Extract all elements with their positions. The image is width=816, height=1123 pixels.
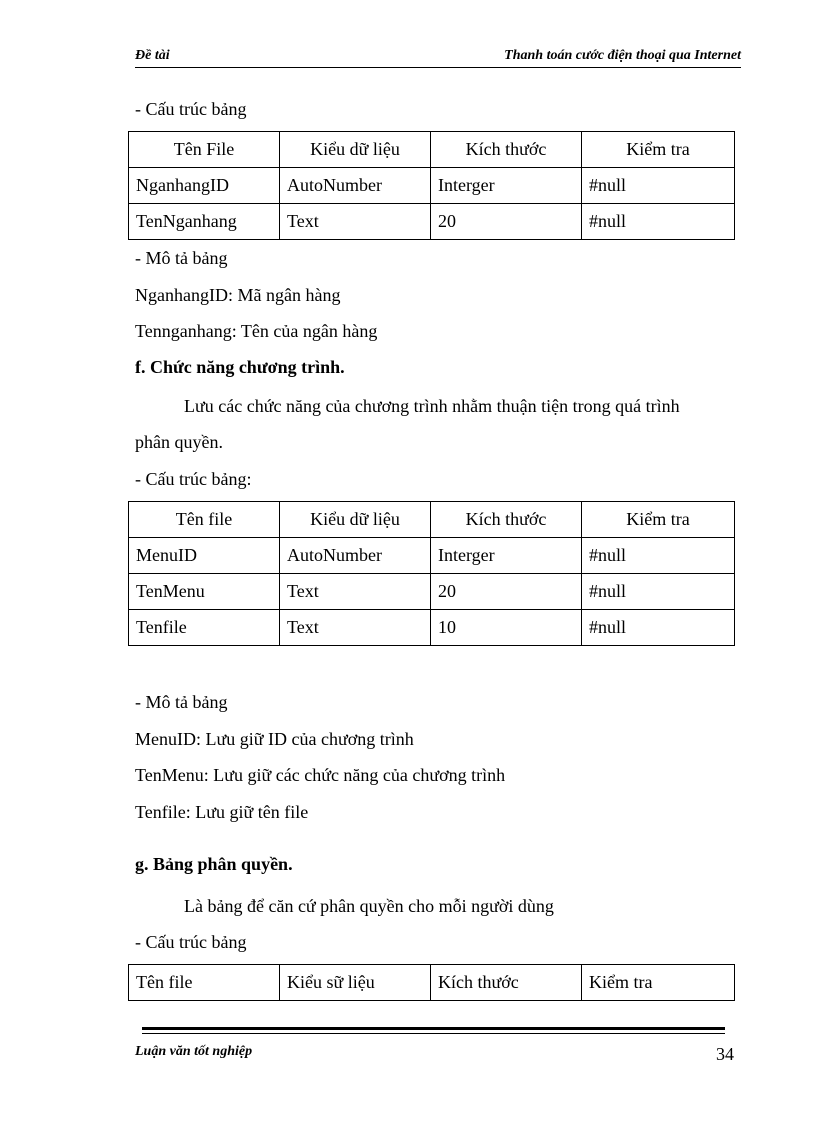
table-cell: Text <box>280 204 431 240</box>
table-header-row <box>129 502 735 538</box>
menu-table <box>128 501 735 646</box>
table-row <box>129 538 735 574</box>
footer-left: Luận văn tốt nghiệp <box>135 1044 253 1059</box>
bank-table <box>128 131 735 240</box>
desc-line: Tenfile: Lưu giữ tên file <box>135 802 309 822</box>
table-cell: Text <box>280 610 431 646</box>
table-header-cell: Tên file <box>129 502 280 538</box>
section-f-paragraph: Lưu các chức năng của chương trình nhằm thuận tiện trong quá trình <box>184 396 680 416</box>
table-cell: 20 <box>431 574 582 610</box>
table-cell: 10 <box>431 610 582 646</box>
desc-label-1: - Mô tả bảng <box>135 248 228 268</box>
table-cell: AutoNumber <box>280 168 431 204</box>
page-number: 34 <box>716 1044 734 1064</box>
section-g-heading: g. Bảng phân quyền. <box>135 854 293 874</box>
table-cell: Text <box>280 574 431 610</box>
table-cell: #null <box>582 574 735 610</box>
table-row <box>129 168 735 204</box>
permission-table <box>128 964 735 1001</box>
table-header-cell: Kiểu sữ liệu <box>280 965 431 1001</box>
table-header-cell: Kiểm tra <box>582 132 735 168</box>
table-row <box>129 574 735 610</box>
section-f-heading: f. Chức năng chương trình. <box>135 357 345 377</box>
header-rule <box>135 67 741 68</box>
table-header-cell: Kích thước <box>431 965 582 1001</box>
table-cell: NganhangID <box>129 168 280 204</box>
table-header-row <box>129 965 735 1001</box>
desc-line: NganhangID: Mã ngân hàng <box>135 285 341 305</box>
structure-label-1: - Cấu trúc bảng <box>135 99 247 119</box>
table-cell: MenuID <box>129 538 280 574</box>
table-header-cell: Kiểu dữ liệu <box>280 502 431 538</box>
table-row <box>129 610 735 646</box>
table-cell: #null <box>582 168 735 204</box>
table-cell: Tenfile <box>129 610 280 646</box>
table-cell: TenMenu <box>129 574 280 610</box>
table-header-cell: Kiểm tra <box>582 965 735 1001</box>
page-header <box>135 48 741 66</box>
table-header-cell: Kiểu dữ liệu <box>280 132 431 168</box>
structure-label-3: - Cấu trúc bảng <box>135 932 247 952</box>
table-cell: 20 <box>431 204 582 240</box>
desc-line: Tennganhang: Tên của ngân hàng <box>135 321 378 341</box>
table-header-cell: Tên file <box>129 965 280 1001</box>
header-left: Đề tài <box>135 48 170 63</box>
desc-line: MenuID: Lưu giữ ID của chương trình <box>135 729 414 749</box>
table-header-cell: Kích thước <box>431 132 582 168</box>
table-cell: TenNganhang <box>129 204 280 240</box>
table-header-cell: Kiểm tra <box>582 502 735 538</box>
table-cell: #null <box>582 538 735 574</box>
section-f-paragraph-cont: phân quyền. <box>135 432 223 452</box>
table-cell: Interger <box>431 168 582 204</box>
section-g-paragraph: Là bảng để căn cứ phân quyền cho mỗi người dùng <box>184 896 554 916</box>
table-cell: AutoNumber <box>280 538 431 574</box>
structure-label-2: - Cấu trúc bảng: <box>135 469 252 489</box>
footer-rule <box>142 1027 725 1030</box>
table-header-row <box>129 132 735 168</box>
header-right: Thanh toán cước điện thoại qua Internet <box>504 48 741 63</box>
table-cell: #null <box>582 204 735 240</box>
table-cell: Interger <box>431 538 582 574</box>
desc-line: TenMenu: Lưu giữ các chức năng của chương trình <box>135 765 506 785</box>
table-cell: #null <box>582 610 735 646</box>
desc-label-2: - Mô tả bảng <box>135 692 228 712</box>
table-header-cell: Kích thước <box>431 502 582 538</box>
table-row <box>129 204 735 240</box>
table-header-cell: Tên File <box>129 132 280 168</box>
footer-rule-thin <box>142 1033 725 1034</box>
